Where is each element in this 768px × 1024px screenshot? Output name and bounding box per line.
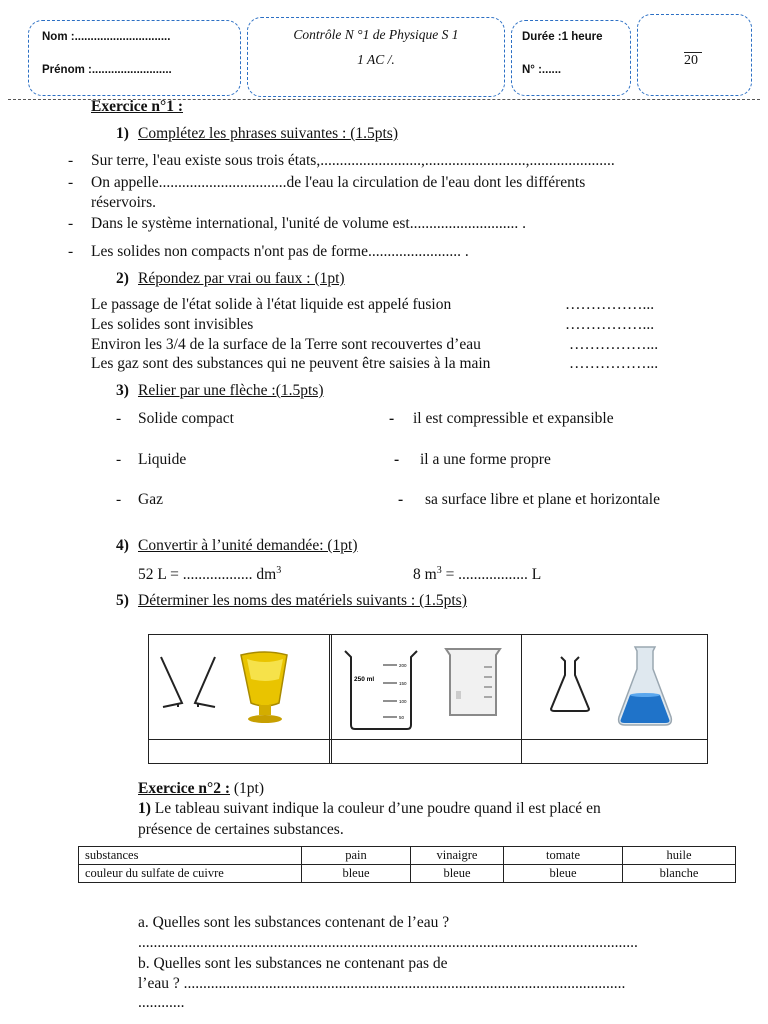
q3-left-item: Liquide (138, 451, 187, 468)
table-header-cell: huile (623, 847, 736, 865)
q3-dash: - (116, 491, 122, 508)
exercise1-title: Exercice n°1 : (91, 98, 183, 115)
q1-item: Les solides non compacts n'ont pas de forme........................ . (91, 243, 469, 260)
cylinder-tick: 200 (399, 663, 407, 668)
q3-right-item: sa surface libre et plane et horizontale (425, 491, 660, 508)
table-cell: bleue (504, 865, 623, 883)
q1-dash: - (68, 243, 74, 260)
cylinder-tick: 150 (399, 681, 407, 686)
q4-left-expr: 52 L = .................. dm (138, 566, 277, 584)
q4-number: 4) (116, 537, 129, 554)
q2-statement: Environ les 3/4 de la surface de la Terre sont recouvertes d’eau (91, 336, 481, 353)
q5-title: Déterminer les noms des matériels suivants : (1.5pts) (138, 592, 467, 609)
q3-number: 3) (116, 382, 129, 399)
q3-right-item: il a une forme propre (420, 451, 551, 468)
cylinder-capacity-label: 250 ml (354, 676, 375, 683)
ex2-q1 (138, 800, 601, 818)
q3-dash: - (116, 451, 122, 468)
powder-color-table (78, 846, 736, 883)
q1-item-cont: réservoirs. (91, 194, 156, 211)
ex2-answer-b-line: ............ (138, 994, 185, 1011)
q3-left-item: Solide compact (138, 410, 234, 427)
exam-title: Contrôle N °1 de Physique S 1 (293, 27, 459, 42)
q1-number: 1) (116, 125, 129, 142)
exercise2-points: (1pt) (230, 780, 265, 797)
number-label: N° :...... (522, 64, 562, 76)
exercise2-title: Exercice n°2 : (138, 780, 230, 797)
q4-right-expr-a: 8 m (413, 566, 437, 584)
table-cell: bleue (411, 865, 504, 883)
q3-right-item: il est compressible et expansible (413, 410, 614, 427)
cylinder-tick: 50 (399, 715, 405, 720)
table-header-cell: substances (79, 847, 302, 865)
lab-equipment-table (148, 634, 708, 764)
ex2-question-a: a. Quelles sont les substances contenant de l’eau ? (138, 914, 450, 931)
funnel-drawing (157, 653, 219, 715)
ex2-question-b-cont: l’eau ? .................................................................................................................. (138, 975, 626, 992)
q4-title: Convertir à l’unité demandée: (1pt) (138, 537, 358, 554)
table-cell: couleur du sulfate de cuivre (79, 865, 302, 883)
table-cell: bleue (302, 865, 411, 883)
q2-blank: ……………... (565, 296, 655, 313)
ex2-question-b: b. Quelles sont les substances ne contenant pas de (138, 955, 448, 972)
row-divider (149, 739, 707, 740)
ex2-q1-text-cont: présence de certaines substances. (138, 821, 344, 838)
prenom-label: Prénom :......................... (42, 64, 172, 76)
ex2-answer-a-line: ................................................................................................................................. (138, 934, 638, 951)
q3-title: Relier par une flèche :(1.5pts) (138, 382, 324, 399)
q1-dash: - (68, 174, 74, 191)
exam-class: 1 AC /. (357, 52, 395, 67)
table-cell: blanche (623, 865, 736, 883)
graduated-cylinder-drawing (341, 645, 421, 731)
q1-dash: - (68, 215, 74, 232)
erlenmeyer-flask-image (615, 645, 675, 729)
q1-item: Sur terre, l'eau existe sous trois états,..........................,..........................,...................... (91, 152, 615, 169)
q2-blank: ……………... (565, 316, 655, 333)
q1-dash: - (68, 152, 74, 169)
q3-dash: - (389, 410, 395, 427)
q2-statement: Les gaz sont des substances qui ne peuvent être saisies à la main (91, 355, 491, 372)
duration-label: Durée :1 heure (522, 31, 603, 43)
cell-divider (521, 635, 522, 763)
exercise2-heading (138, 780, 264, 798)
ex2-q1-text: Le tableau suivant indique la couleur d’une poudre quand il est placé en (150, 800, 601, 817)
q1-title: Complétez les phrases suivantes : (1.5pts) (138, 125, 399, 142)
q4-left-exp: 3 (276, 565, 282, 576)
q5-number: 5) (116, 592, 129, 609)
q1-item: On appelle.................................de l'eau la circulation de l'eau dont les différents (91, 174, 586, 191)
q1-item: Dans le système international, l'unité de volume est............................ . (91, 215, 526, 232)
table-header-cell: pain (302, 847, 411, 865)
q4-right-conversion (413, 565, 541, 584)
erlenmeyer-drawing (547, 653, 593, 717)
q3-left-item: Gaz (138, 491, 163, 508)
cell-divider (329, 635, 330, 763)
table-row (79, 865, 736, 883)
cylinder-tick: 100 (399, 699, 407, 704)
q4-right-expr-b: = .................. L (441, 566, 542, 584)
q2-blank: ……………... (569, 336, 659, 353)
q2-blank: ……………... (569, 355, 659, 372)
grade-total: 20 (684, 53, 698, 68)
q2-statement: Le passage de l'état solide à l'état liquide est appelé fusion (91, 296, 452, 313)
q2-title: Répondez par vrai ou faux : (1pt) (138, 270, 345, 287)
nom-label: Nom :.............................. (42, 31, 171, 43)
q2-number: 2) (116, 270, 129, 287)
q2-statement: Les solides sont invisibles (91, 316, 254, 333)
table-row (79, 847, 736, 865)
cell-divider (331, 635, 332, 763)
beaker-image (442, 645, 504, 719)
ex2-q1-number: 1) (138, 800, 151, 817)
table-header-cell: vinaigre (411, 847, 504, 865)
table-header-cell: tomate (504, 847, 623, 865)
q3-dash: - (116, 410, 122, 427)
q3-dash: - (394, 451, 400, 468)
q3-dash: - (398, 491, 404, 508)
measuring-jug-image (235, 649, 295, 725)
q4-right-exp: 3 (436, 565, 442, 576)
q4-left-conversion (138, 565, 281, 584)
